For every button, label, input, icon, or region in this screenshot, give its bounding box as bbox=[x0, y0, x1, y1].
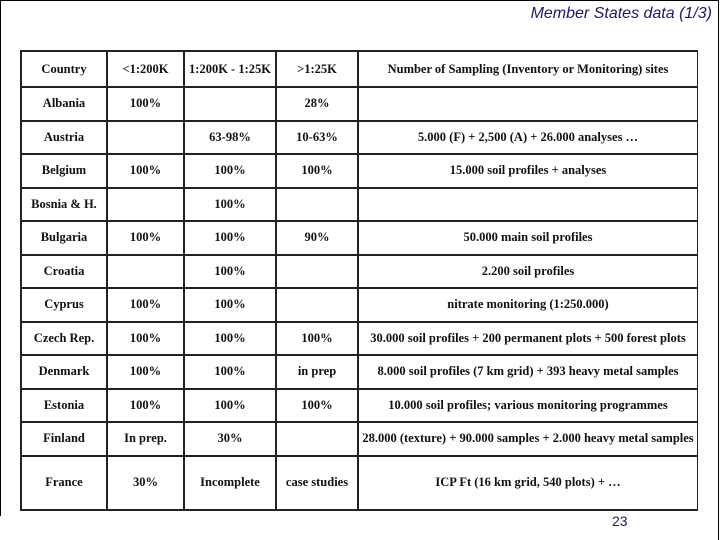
cell-scale-medium: 100% bbox=[184, 355, 276, 389]
cell-scale-medium: 100% bbox=[184, 288, 276, 322]
cell-scale-medium bbox=[184, 87, 276, 121]
slide-frame-left bbox=[0, 0, 1, 516]
cell-scale-large bbox=[276, 288, 358, 322]
cell-scale-small: 100% bbox=[107, 389, 184, 423]
cell-sampling-sites: ICP Ft (16 km grid, 540 plots) + … bbox=[358, 456, 698, 510]
cell-country: Austria bbox=[21, 121, 107, 155]
header-scale-small: <1:200K bbox=[107, 51, 184, 87]
header-country: Country bbox=[21, 51, 107, 87]
table-row bbox=[21, 221, 698, 255]
cell-scale-large: in prep bbox=[276, 355, 358, 389]
cell-sampling-sites bbox=[358, 87, 698, 121]
cell-scale-small bbox=[107, 255, 184, 289]
cell-country: Finland bbox=[21, 422, 107, 456]
slide-frame-right bbox=[718, 0, 719, 540]
table-row bbox=[21, 389, 698, 423]
cell-sampling-sites: 28.000 (texture) + 90.000 samples + 2.000 heavy metal samples bbox=[358, 422, 698, 456]
cell-sampling-sites bbox=[358, 188, 698, 222]
cell-scale-large: 100% bbox=[276, 154, 358, 188]
table-row bbox=[21, 422, 698, 456]
cell-scale-large: case studies bbox=[276, 456, 358, 510]
cell-sampling-sites: 15.000 soil profiles + analyses bbox=[358, 154, 698, 188]
cell-sampling-sites: 2.200 soil profiles bbox=[358, 255, 698, 289]
cell-country: Cyprus bbox=[21, 288, 107, 322]
header-scale-medium: 1:200K - 1:25K bbox=[184, 51, 276, 87]
cell-scale-medium: 30% bbox=[184, 422, 276, 456]
table-row bbox=[21, 121, 698, 155]
cell-country: Czech Rep. bbox=[21, 322, 107, 356]
table-row bbox=[21, 322, 698, 356]
cell-scale-medium: 100% bbox=[184, 389, 276, 423]
cell-country: Belgium bbox=[21, 154, 107, 188]
cell-country: Estonia bbox=[21, 389, 107, 423]
data-table-container bbox=[20, 50, 698, 516]
cell-scale-large: 100% bbox=[276, 322, 358, 356]
cell-sampling-sites: 8.000 soil profiles (7 km grid) + 393 heavy metal samples bbox=[358, 355, 698, 389]
cell-scale-small: 100% bbox=[107, 322, 184, 356]
cell-scale-large: 100% bbox=[276, 389, 358, 423]
table-row bbox=[21, 87, 698, 121]
header-scale-large: >1:25K bbox=[276, 51, 358, 87]
slide-frame-top bbox=[0, 0, 719, 1]
cell-scale-medium: Incomplete bbox=[184, 456, 276, 510]
cell-sampling-sites: 30.000 soil profiles + 200 permanent plots + 500 forest plots bbox=[358, 322, 698, 356]
cell-scale-medium: 100% bbox=[184, 188, 276, 222]
cell-country: Bulgaria bbox=[21, 221, 107, 255]
table-row bbox=[21, 355, 698, 389]
cell-scale-small: 100% bbox=[107, 154, 184, 188]
member-states-table bbox=[20, 50, 698, 511]
cell-scale-medium: 100% bbox=[184, 322, 276, 356]
cell-sampling-sites: 10.000 soil profiles; various monitoring programmes bbox=[358, 389, 698, 423]
cell-country: Bosnia & H. bbox=[21, 188, 107, 222]
cell-scale-large: 90% bbox=[276, 221, 358, 255]
table-row bbox=[21, 456, 698, 510]
cell-scale-small bbox=[107, 188, 184, 222]
cell-sampling-sites: nitrate monitoring (1:250.000) bbox=[358, 288, 698, 322]
cell-country: Albania bbox=[21, 87, 107, 121]
cell-scale-large bbox=[276, 188, 358, 222]
cell-scale-small: 100% bbox=[107, 355, 184, 389]
cell-scale-small bbox=[107, 121, 184, 155]
cell-scale-large: 28% bbox=[276, 87, 358, 121]
table-row bbox=[21, 188, 698, 222]
cell-country: Denmark bbox=[21, 355, 107, 389]
cell-sampling-sites: 5.000 (F) + 2,500 (A) + 26.000 analyses … bbox=[358, 121, 698, 155]
cell-sampling-sites: 50.000 main soil profiles bbox=[358, 221, 698, 255]
table-row bbox=[21, 288, 698, 322]
cell-scale-large: 10-63% bbox=[276, 121, 358, 155]
table-header-row bbox=[21, 51, 698, 87]
cell-scale-large bbox=[276, 255, 358, 289]
cell-scale-small: 100% bbox=[107, 87, 184, 121]
cell-scale-medium: 100% bbox=[184, 154, 276, 188]
slide-title: Member States data (1/3) bbox=[530, 5, 712, 22]
cell-scale-small: In prep. bbox=[107, 422, 184, 456]
page-number: 23 bbox=[612, 513, 628, 529]
table-row bbox=[21, 154, 698, 188]
cell-scale-small: 30% bbox=[107, 456, 184, 510]
cell-scale-medium: 100% bbox=[184, 221, 276, 255]
cell-scale-small: 100% bbox=[107, 288, 184, 322]
cell-country: Croatia bbox=[21, 255, 107, 289]
cell-country: France bbox=[21, 456, 107, 510]
cell-scale-medium: 63-98% bbox=[184, 121, 276, 155]
header-sampling-sites: Number of Sampling (Inventory or Monitoring) sites bbox=[358, 51, 698, 87]
cell-scale-large bbox=[276, 422, 358, 456]
cell-scale-medium: 100% bbox=[184, 255, 276, 289]
cell-scale-small: 100% bbox=[107, 221, 184, 255]
table-row bbox=[21, 255, 698, 289]
